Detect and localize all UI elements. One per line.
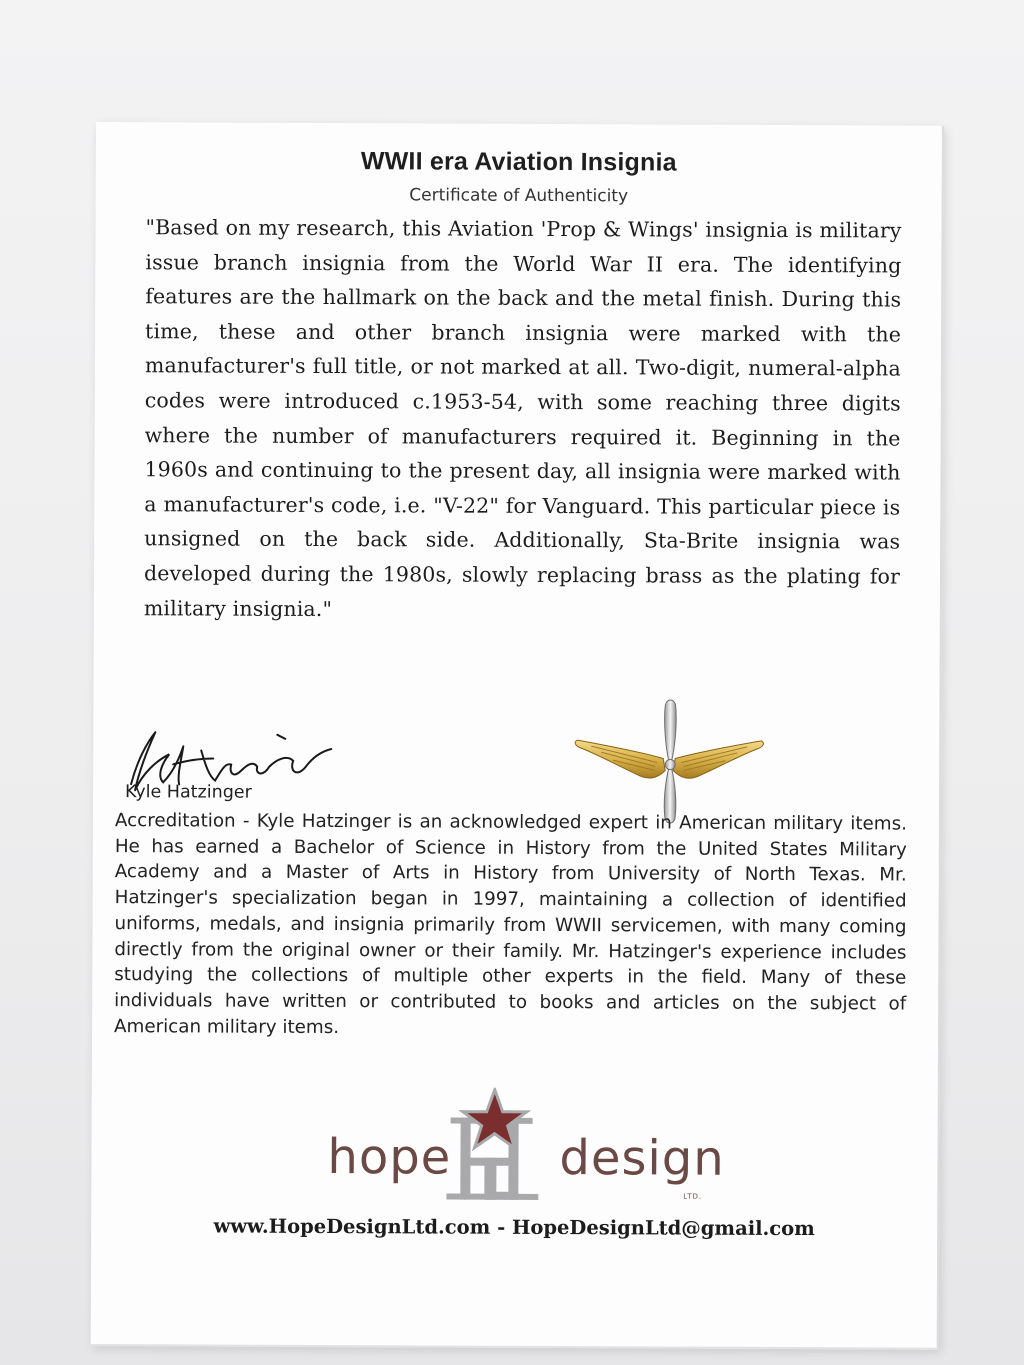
logo-word-design: design [559,1130,725,1187]
certificate-card [91,122,944,1350]
logo-suffix: LTD. [683,1192,703,1201]
star-monogram-icon [446,1088,547,1208]
certificate-title: WWII era Aviation Insignia [360,147,677,177]
logo-word-hope: hope [327,1129,452,1186]
signer-name: Kyle Hatzinger [125,782,252,803]
contact-line: www.HopeDesignLtd.com - HopeDesignLtd@gmail.com [213,1214,815,1241]
accreditation-paragraph: Accreditation - Kyle Hatzinger is an acknowledged expert in American military items. He has earned a Bachelor of Science in History from the United States Military Academy and a Master of Arts in History from University of North Texas. Mr. Hatzinger's specialization began in 1997, maintaining a collection of identified uniforms, medals, and insignia primarily from WWII servicemen, with many coming directly from the original owner or their family. Mr. Hatzinger's experience includes studying the collections of multiple other experts in the field. Many of these individuals have written or contributed to books and articles on the subject of American military items. [114,810,907,1038]
research-statement: "Based on my research, this Aviation 'Prop & Wings' insignia is military issue branch insignia from the World War II era. The identifying features are the hallmark on the back and the metal finish. During this time, these and other branch insignia were marked with the manufacturer's full title, or not marked at all. Two-digit, numeral-alpha codes were introduced c.1953-54, with some reaching three digits where the number of manufacturers required it. Beginning in the 1960s and continuing to the present day, all insignia were marked with a manufacturer's code, i.e. "V-22" for Vanguard. This particular piece is unsigned on the back side. Additionally, Sta-Brite insignia was developed during the 1980s, slowly replacing brass as the plating for military insignia." [143,215,902,621]
hope-design-logo [91,1080,938,1214]
certificate-subtitle: Certificate of Authenticity [409,185,629,207]
prop-and-wings-insignia-icon [571,696,768,827]
